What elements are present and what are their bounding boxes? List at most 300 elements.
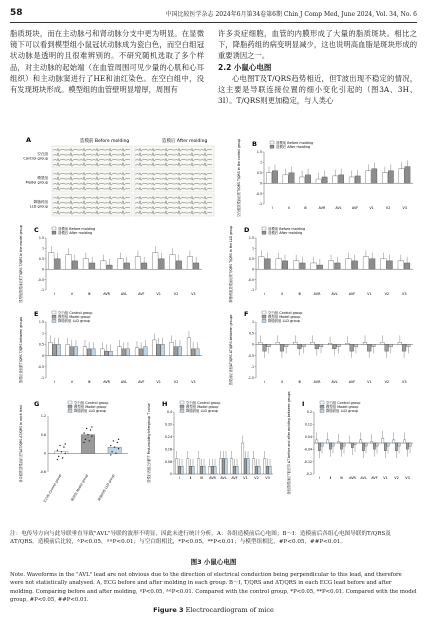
bar-i	[343, 443, 345, 446]
bar-c	[159, 259, 165, 269]
x-tick-label: V1	[383, 476, 388, 480]
caption-note-en	[10, 571, 417, 604]
bar-e	[91, 349, 95, 356]
x-tick-label: V2	[385, 206, 391, 210]
bar-g	[81, 435, 94, 454]
bar-i	[318, 443, 320, 451]
y-tick-label: 0	[259, 181, 262, 186]
x-tick-label: V2	[254, 476, 259, 480]
x-tick-label: V2	[384, 292, 390, 296]
bar-f	[363, 342, 367, 344]
y-axis-label-h: 造模后各组之间的T Post-molding intergroup T value	[147, 403, 151, 483]
bar-i	[332, 443, 334, 446]
panel-label-c: C	[34, 226, 39, 234]
legend-swatch-lld	[180, 409, 184, 412]
legend-label-control: 空白组 Control group	[74, 400, 109, 405]
bar-c	[193, 263, 199, 269]
bar-d	[317, 265, 323, 269]
legend-swatch-before	[270, 141, 274, 144]
x-tick-label: AVR	[103, 292, 111, 296]
bar-h	[211, 466, 213, 474]
bar-d	[311, 263, 317, 269]
bar-i	[395, 443, 397, 451]
panel-h	[146, 400, 273, 483]
y-tick-label: 0	[41, 267, 44, 272]
bar-b	[322, 177, 327, 183]
bar-i	[382, 438, 384, 443]
legend-label-control: 空白组 Control group	[268, 310, 303, 315]
x-tick-label: AVL	[331, 380, 338, 384]
bar-d	[293, 261, 299, 269]
bar-b	[316, 179, 321, 183]
x-tick-label: V3	[402, 292, 407, 296]
bar-f	[406, 344, 410, 346]
bar-e	[139, 349, 143, 356]
x-tick-label: AVL	[360, 476, 367, 480]
bar-c	[187, 257, 193, 269]
bar-e	[157, 344, 161, 355]
panel-a	[23, 136, 214, 216]
y-tick-label: 0.5	[38, 342, 44, 347]
y-tick-label: 0.5	[256, 171, 262, 175]
y-tick-label: -1	[250, 365, 254, 369]
legend-swatch-control	[320, 401, 324, 404]
bar-h	[236, 466, 238, 474]
data-point-g	[59, 445, 60, 446]
data-point-g	[57, 450, 58, 451]
bar-b	[405, 167, 410, 184]
x-tick-label: AVR	[313, 292, 321, 296]
bar-i	[365, 443, 367, 446]
x-tick-label: V3	[191, 380, 196, 384]
bar-e	[187, 338, 191, 356]
legend-label-before: 造模前 Before molding	[276, 140, 314, 145]
legend-swatch-after	[52, 231, 56, 234]
y-axis-label-c: 模型组造模前后的T/QRS T/QRS in the model group	[19, 225, 23, 303]
x-tick-label: AVF	[138, 380, 145, 384]
data-point-g	[83, 442, 84, 443]
data-point-g	[86, 428, 87, 429]
data-point-g	[83, 432, 84, 433]
x-tick-label: Ⅰ	[264, 380, 266, 384]
data-point-g	[110, 454, 111, 455]
x-tick-label: Ⅰ	[271, 206, 273, 210]
figure-title-en-label: Figure 3	[153, 606, 184, 614]
bar-d	[369, 259, 375, 269]
x-tick-label: AVR	[318, 206, 326, 210]
legend-label-model: 模型组 Model group	[74, 405, 107, 409]
y-tick-label: 0	[251, 267, 254, 272]
bar-d	[282, 261, 288, 269]
figure-title-cn: 图3 小鼠心电图	[190, 558, 237, 566]
x-tick-label: V2	[173, 292, 179, 296]
y-axis-label-f: 造模前后各组ΔT/QRS ΔT/QRS between groups	[229, 314, 233, 386]
y-tick-label: -0.12	[303, 459, 312, 464]
x-tick-label: AVR	[103, 380, 111, 384]
bar-e	[191, 349, 195, 356]
panel-label-b: B	[252, 140, 257, 148]
bar-h	[247, 459, 249, 475]
x-tick-label: V2	[384, 380, 390, 384]
bar-f	[385, 344, 389, 351]
y-tick-label: 0.6	[40, 432, 46, 437]
y-tick-label: 0.5	[38, 257, 44, 261]
bar-i	[371, 441, 373, 443]
bar-i	[409, 443, 411, 446]
running-header	[10, 8, 417, 23]
x-tick-label: V1	[367, 380, 372, 384]
bar-f	[367, 344, 371, 351]
legend-swatch-lld	[320, 409, 324, 412]
bar-f	[298, 344, 302, 348]
bar-f	[267, 344, 271, 346]
y-tick-label: 1	[259, 160, 262, 165]
bar-f	[346, 343, 350, 344]
y-tick-label: -0.5	[37, 277, 44, 282]
legend-swatch-lld	[68, 409, 72, 412]
legend-swatch-before	[262, 227, 266, 230]
bar-i	[387, 443, 389, 446]
data-point-g	[114, 446, 115, 447]
bar-c	[83, 259, 89, 269]
x-tick-label: Ⅲ	[304, 206, 307, 210]
y-tick-label: -0.5	[247, 353, 254, 358]
ecg-row-label-en: Model group	[25, 180, 48, 185]
legend-label-model: 模型组 Model group	[268, 315, 301, 319]
bar-h	[203, 466, 205, 474]
legend-label-lld: 降脂药组 LLD group	[326, 409, 358, 414]
legend-label-after: 造模后 After molding	[276, 145, 311, 149]
bar-e	[53, 344, 57, 355]
bar-c	[135, 257, 141, 269]
x-tick-label: 空白组 Control group	[42, 473, 63, 504]
bar-c	[48, 253, 54, 270]
bar-i	[321, 443, 323, 446]
x-tick-label: 降脂药组 LLD group	[97, 473, 116, 502]
bar-b	[349, 177, 354, 183]
data-point-g	[65, 453, 66, 454]
data-point-g	[115, 453, 116, 454]
bar-d	[346, 259, 352, 269]
x-tick-label: Ⅰ	[319, 476, 320, 480]
bar-d	[328, 261, 334, 269]
ecg-row-label-en: LLD group	[29, 204, 48, 209]
bar-f	[302, 344, 306, 346]
x-tick-label: V2	[173, 380, 179, 384]
bar-e	[83, 347, 87, 356]
data-point-g	[87, 434, 88, 435]
bar-i	[327, 440, 329, 443]
legend-swatch-after	[270, 145, 274, 148]
data-point-g	[57, 459, 58, 460]
panel-label-f: F	[244, 310, 249, 318]
bar-c	[141, 263, 147, 269]
bar-h	[244, 459, 246, 475]
bar-f	[350, 344, 354, 351]
data-point-g	[85, 439, 86, 440]
bar-c	[118, 259, 124, 269]
bar-b	[339, 175, 344, 183]
x-tick-label: AVL	[120, 292, 128, 296]
bar-f	[337, 344, 341, 346]
bar-i	[393, 440, 395, 443]
bar-h	[253, 459, 255, 475]
bar-d	[335, 263, 341, 269]
bar-e	[122, 349, 126, 356]
y-tick-label: 0	[43, 451, 46, 456]
y-axis-label-b: 空白组造模前后的T/QRS T/QRS in the control group	[237, 138, 241, 218]
y-tick-label: 0	[41, 353, 44, 358]
legend-swatch-after	[262, 231, 266, 234]
journal-line: 中国比较医学杂志 2024年6月第34卷第6期 Chin J Comp Med, June 2024, Vol. 34, No. 6	[165, 11, 417, 18]
x-tick-label: Ⅱ	[71, 380, 73, 384]
y-tick-label: 0.32	[164, 422, 172, 427]
bar-d	[300, 263, 306, 269]
bar-i	[376, 443, 378, 446]
bar-d	[265, 259, 271, 269]
x-tick-label: Ⅰ	[179, 476, 180, 480]
y-tick-label: -1.5	[247, 376, 254, 381]
bar-e	[57, 344, 61, 355]
bar-i	[384, 443, 386, 451]
section-heading: 2.2 小鼠心电图	[218, 62, 272, 72]
x-tick-label: AVL	[220, 476, 227, 480]
bar-c	[152, 253, 158, 270]
bar-c	[170, 255, 176, 270]
y-tick-label: 0.16	[164, 447, 172, 452]
bar-h	[200, 466, 202, 474]
bar-f	[381, 342, 385, 344]
bar-d	[363, 257, 369, 269]
y-tick-label: 0.04	[304, 435, 312, 439]
bar-f	[319, 344, 323, 346]
bar-f	[311, 342, 315, 344]
legend-swatch-before	[52, 227, 56, 230]
panel-e	[18, 310, 202, 384]
y-tick-label: 0.5	[248, 257, 254, 261]
data-point-g	[118, 439, 119, 440]
data-point-g	[91, 436, 92, 437]
bar-f	[371, 344, 375, 346]
bar-c	[176, 261, 182, 269]
bar-c	[89, 263, 95, 269]
bar-b	[382, 173, 387, 183]
x-tick-label: Ⅰ	[264, 292, 266, 296]
x-tick-label: Ⅲ	[298, 292, 301, 296]
panel-c	[18, 225, 202, 302]
bar-b	[333, 176, 338, 183]
bar-c	[55, 259, 61, 269]
ecg-row-label	[30, 199, 49, 209]
bar-i	[360, 440, 362, 443]
bar-b	[299, 177, 304, 183]
y-tick-label: 1.5	[248, 236, 254, 241]
legend-label-lld: 降脂药组 LLD group	[58, 319, 90, 324]
data-point-g	[117, 442, 118, 443]
y-axis-label-g: 各导联的造模前后差异ΔT/QRS ΔT/QRS in each lead	[19, 405, 23, 483]
x-tick-label: Ⅲ	[298, 380, 301, 384]
data-point-g	[58, 456, 59, 457]
legend-label-after: 造模后 After molding	[58, 231, 93, 235]
legend-label-model: 模型组 Model group	[58, 315, 91, 319]
bar-f	[293, 342, 297, 344]
x-tick-label: Ⅱ	[287, 206, 290, 210]
x-tick-label: Ⅲ	[200, 476, 203, 480]
bar-d	[381, 259, 387, 269]
x-tick-label: Ⅱ	[281, 292, 284, 296]
legend-label-control: 空白组 Control group	[326, 400, 361, 405]
bar-e	[161, 344, 165, 355]
y-tick-label: 0.2	[306, 410, 312, 415]
x-tick-label: Ⅲ	[88, 380, 91, 384]
bar-f	[328, 343, 332, 344]
x-tick-label: V1	[369, 206, 374, 210]
x-tick-label: AVL	[331, 292, 338, 296]
x-tick-label: AVL	[335, 206, 342, 210]
data-point-g	[89, 440, 90, 441]
bar-e	[66, 344, 70, 355]
left-paragraph: 脂质斑块，而在主动脉弓和肾动脉分支中更为明显。在显微镜下可以看到模型组小鼠冠状动脉成为瓷白色，而空白组冠状动脉是透明的且很难辨别的。不研究随机选取了多个样品，对主动脉的起始端（在血管周围可见少量的心肌和心耳组织）和主动脉窦进行了HE和油红染色。在空白组中，没有发现斑块形成。模型组的血管壁明显增厚，周围有	[10, 29, 204, 95]
x-tick-label: V3	[191, 292, 196, 296]
panel-label-e: E	[34, 310, 39, 318]
data-point-g	[113, 440, 114, 441]
y-tick-label: 0	[169, 472, 172, 477]
y-tick-label: 0.08	[164, 459, 172, 464]
legend-swatch-model	[262, 315, 266, 318]
x-tick-label: AVF	[231, 476, 238, 480]
right-paragraph-1: 许多炎症细胞，血管的内膜形成了大量的脂质斑块。相比之下，降脂药组的病变明显减少，这也说明高血脂是斑块形成的重要诱因之一。	[218, 29, 417, 61]
panel-f	[228, 310, 413, 386]
caption-cn-text: 注：电传导方向与此导联垂直导致"AVL"导联的波形不明显，因此未进行统计分析。A：各组造模前后心电图；B～I：造模前后各组心电图导联的T/QRS及ΔT/QRS。造模前后比较，ᐞP<0.05，ᐞᐞP<0.01；与空白组相比，*P<0.05，**P<0.01；与模型组相比，#P<0.05，##P<0.01。	[10, 531, 391, 546]
bar-i	[316, 440, 318, 443]
ecg-row-label-cn: 空白组	[37, 152, 48, 156]
bar-e	[170, 342, 174, 355]
x-tick-label: V3	[402, 206, 407, 210]
y-tick-label: 1	[251, 246, 254, 251]
panel-a-after-header: 造模后 After molding	[162, 139, 208, 144]
bar-g	[108, 447, 121, 454]
legend-swatch-lld	[262, 319, 266, 322]
bar-d	[258, 257, 264, 269]
bar-h	[209, 466, 211, 474]
y-tick-label: 1	[251, 320, 254, 325]
bar-e	[87, 349, 91, 356]
panel-label-i: I	[302, 400, 305, 408]
x-tick-label: Ⅱ	[281, 380, 284, 384]
legend-swatch-model	[52, 315, 56, 318]
bar-e	[48, 342, 52, 355]
y-tick-label: 0	[251, 342, 254, 347]
x-tick-label: V2	[394, 476, 399, 480]
panel-i	[286, 391, 413, 495]
x-tick-label: AVF	[348, 292, 356, 296]
y-axis-label-i: 各组造模前后T值差异 ΔT before and after molding between groups	[287, 391, 291, 495]
bar-f	[398, 342, 402, 344]
ecg-row-label	[26, 175, 49, 185]
data-point-g	[65, 443, 66, 444]
bar-b	[366, 171, 371, 183]
x-tick-label: Ⅲ	[88, 292, 91, 296]
bar-c	[100, 261, 106, 269]
x-tick-label: Ⅱ	[71, 292, 73, 296]
x-tick-label: AVF	[371, 476, 378, 480]
bar-d	[398, 261, 404, 269]
bar-h	[222, 459, 224, 475]
bar-d	[404, 263, 410, 269]
legend-label-before: 造模前 Before molding	[268, 226, 306, 231]
y-tick-label: -0.5	[37, 365, 44, 369]
legend-swatch-control	[68, 401, 72, 404]
bar-c	[66, 255, 72, 270]
y-tick-label: -1	[40, 376, 44, 381]
data-point-g	[111, 451, 112, 452]
y-tick-label: -0.6	[39, 470, 46, 475]
panel-label-a: A	[26, 136, 32, 144]
panel-label-d: D	[244, 226, 250, 234]
data-point-g	[91, 426, 92, 427]
data-point-g	[90, 429, 91, 430]
legend-label-model: 模型组 Model group	[186, 405, 219, 409]
x-tick-label: V1	[156, 380, 161, 384]
data-point-g	[62, 457, 63, 458]
ecg-row-label-en: Control group	[23, 156, 48, 161]
data-point-g	[118, 448, 119, 449]
bar-b	[272, 171, 277, 183]
bar-e	[74, 347, 78, 356]
legend-label-after: 造模后 After molding	[268, 231, 303, 235]
panel-g	[18, 400, 128, 504]
legend-label-model: 模型组 Model group	[326, 405, 359, 409]
bar-e	[109, 351, 113, 355]
x-tick-label: AVL	[120, 380, 128, 384]
data-point-g	[110, 445, 111, 446]
legend-swatch-model	[180, 405, 184, 408]
y-axis-label-d: 降脂药组造模前后的T/QRS T/QRS in the LLD group	[229, 225, 233, 303]
y-tick-label: -1	[250, 288, 254, 293]
x-tick-label: V3	[405, 476, 410, 480]
x-tick-label: V3	[265, 476, 270, 480]
data-point-g	[61, 451, 62, 452]
bar-e	[195, 349, 199, 356]
legend-label-control: 空白组 Control group	[186, 400, 221, 405]
bar-f	[315, 344, 319, 348]
y-tick-label: -0.04	[303, 447, 312, 452]
x-tick-label: Ⅰ	[54, 380, 56, 384]
bar-e	[174, 347, 178, 356]
y-tick-label: 1	[41, 246, 44, 251]
bar-c	[124, 263, 130, 269]
bar-h	[178, 466, 180, 474]
bar-d	[387, 261, 393, 269]
bar-i	[354, 443, 356, 445]
bar-f	[284, 344, 288, 346]
x-tick-label: V1	[243, 476, 248, 480]
legend-swatch-control	[52, 311, 56, 314]
x-tick-label: AVF	[351, 206, 359, 210]
left-column	[10, 28, 204, 95]
x-tick-label: V1	[367, 292, 372, 296]
ecg-row-label-cn: 模型组	[37, 176, 48, 180]
y-tick-label: -0.5	[255, 191, 262, 196]
panel-label-g: G	[34, 400, 40, 408]
bar-h	[242, 443, 244, 474]
bar-d	[276, 259, 282, 269]
figure-title-en	[0, 606, 427, 614]
bar-b	[266, 173, 271, 183]
bar-h	[225, 459, 227, 475]
bar-h	[181, 466, 183, 474]
bar-f	[263, 344, 267, 351]
